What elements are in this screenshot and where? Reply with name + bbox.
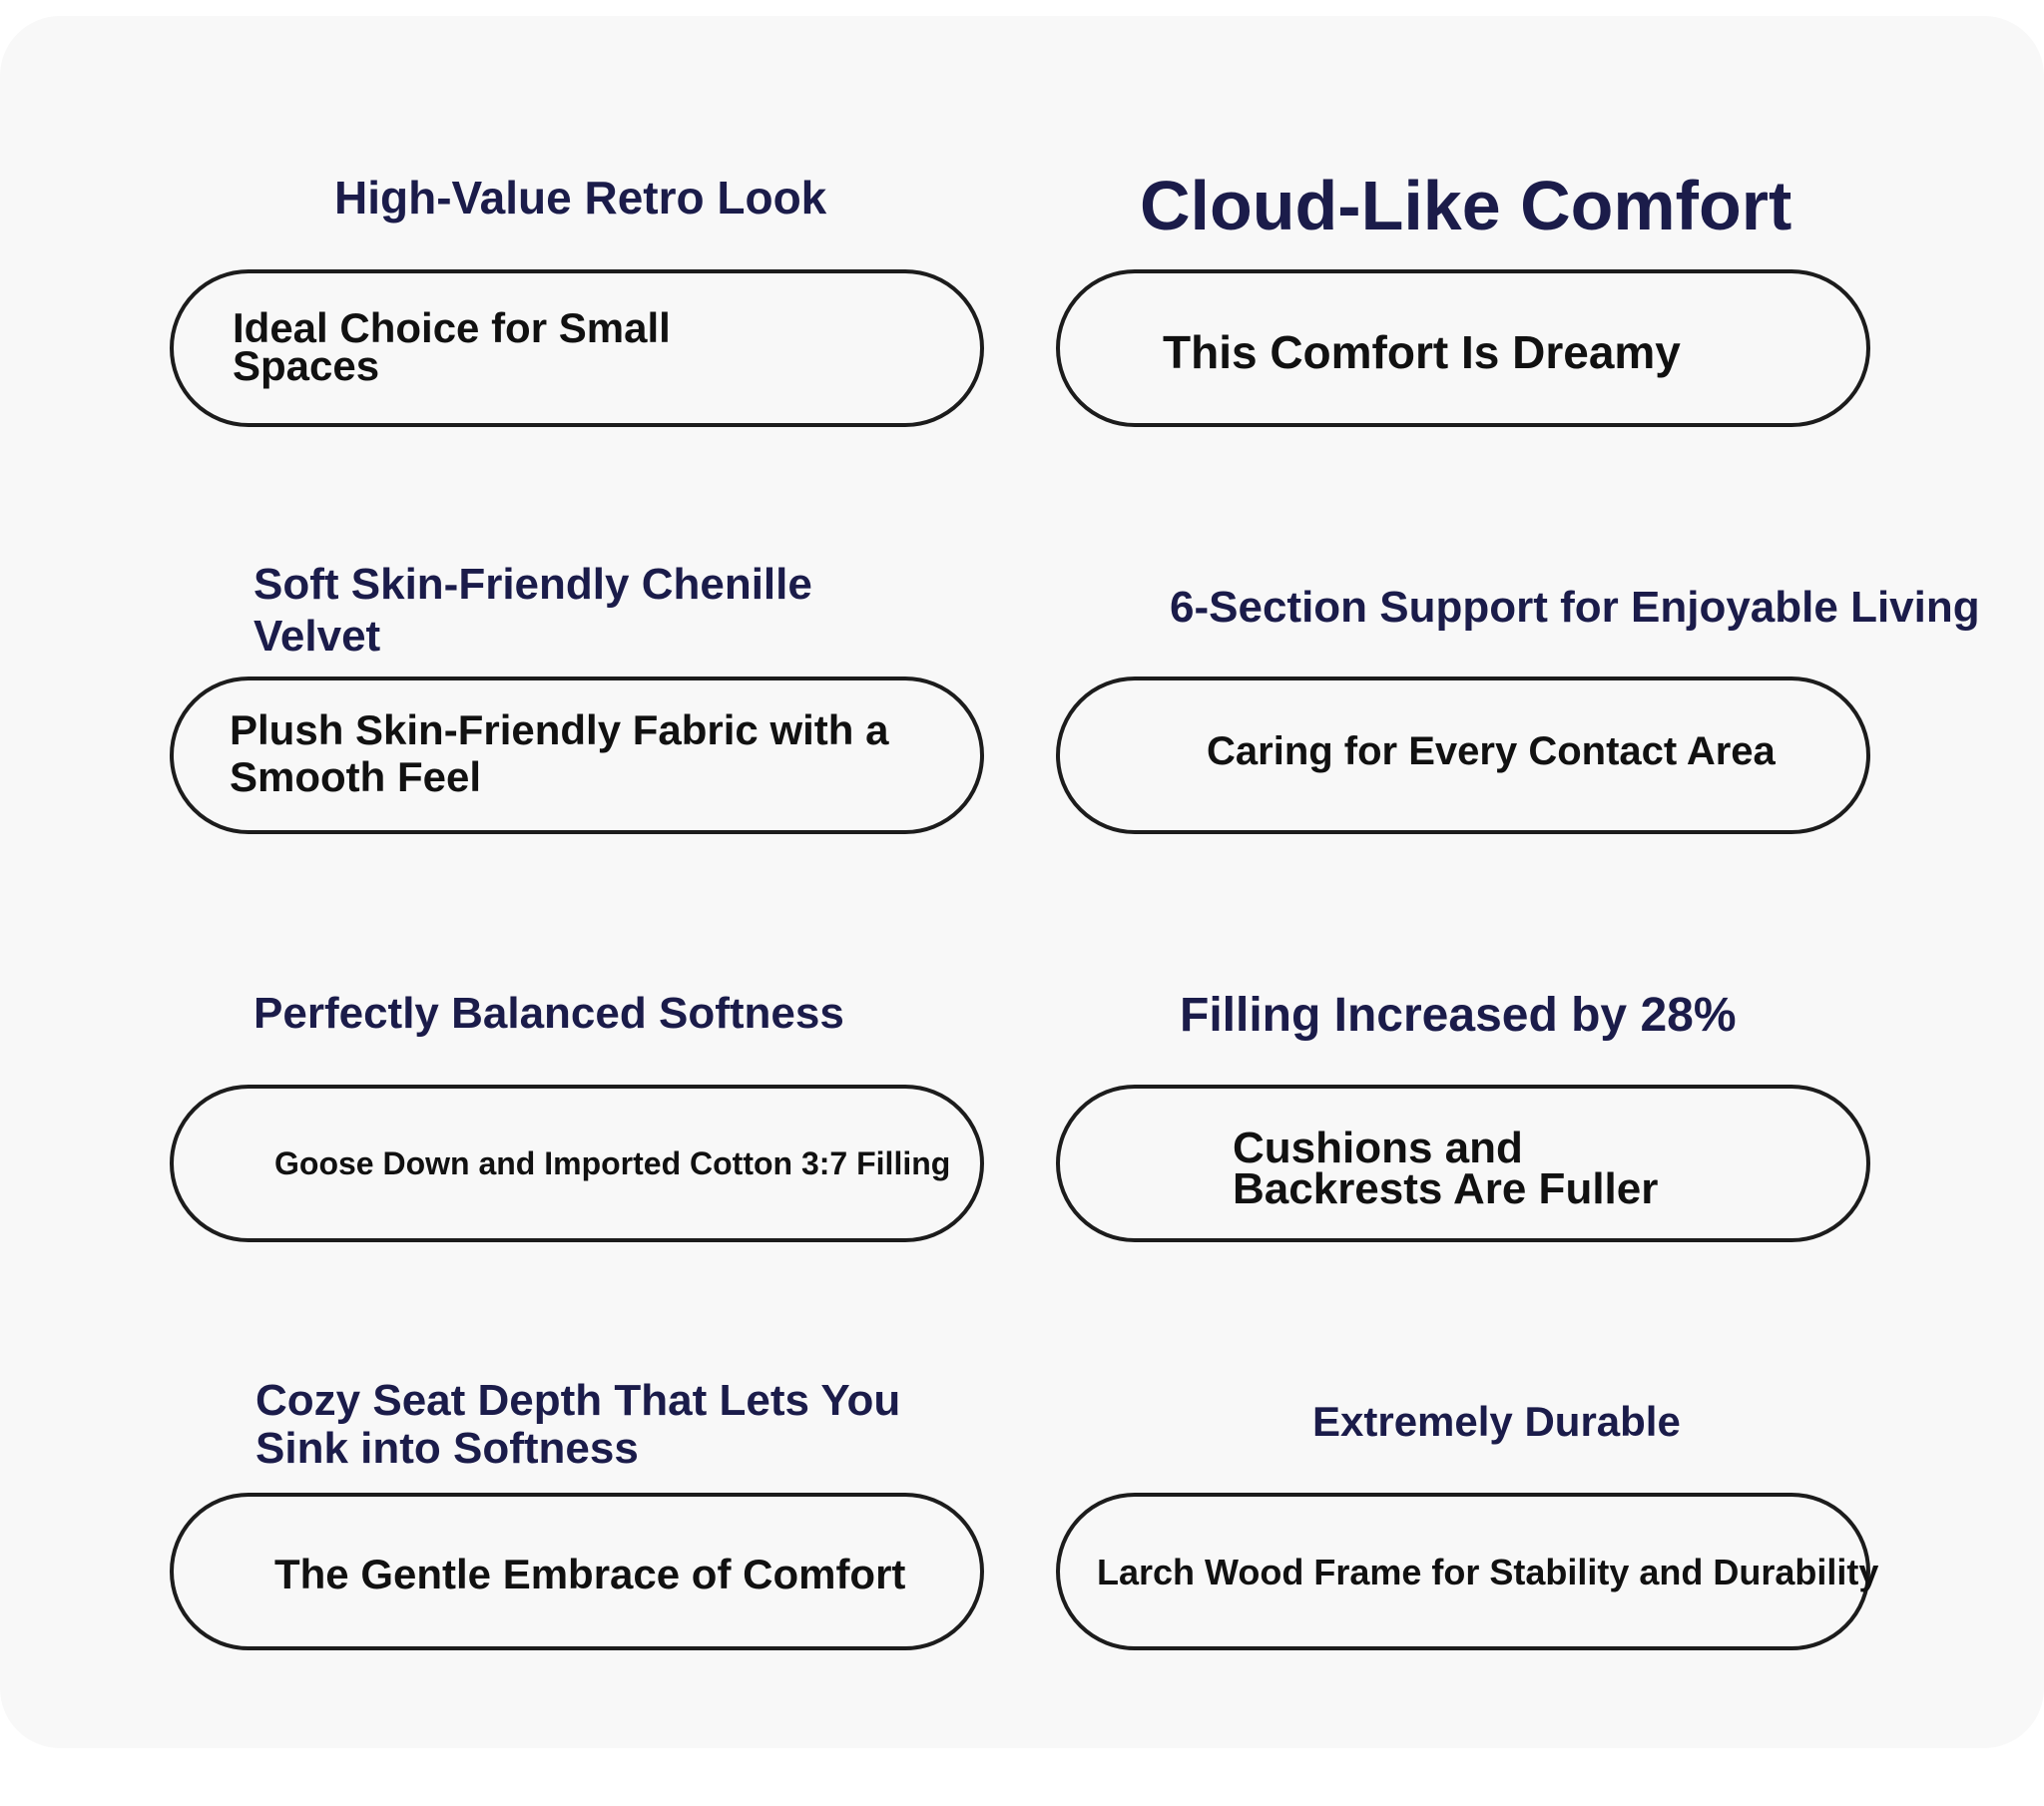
feature-pill-text: Plush Skin-Friendly Fabric with a Smooth Feel (230, 706, 889, 800)
feature-pill-text: The Gentle Embrace of Comfort (274, 1551, 906, 1597)
feature-heading: Soft Skin-Friendly Chenille Velvet (254, 560, 812, 661)
feature-heading: Perfectly Balanced Softness (254, 989, 844, 1038)
feature-heading: Filling Increased by 28% (1180, 989, 1737, 1042)
feature-heading: 6-Section Support for Enjoyable Living (1170, 583, 1980, 632)
feature-heading: High-Value Retro Look (334, 172, 827, 224)
feature-heading: Extremely Durable (1312, 1398, 1681, 1445)
feature-pill-text: Cushions and Backrests Are Fuller (1233, 1124, 1659, 1213)
feature-pill-text: This Comfort Is Dreamy (1163, 326, 1681, 378)
feature-heading: Cozy Seat Depth That Lets You Sink into Softness (256, 1376, 901, 1473)
feature-pill-text: Caring for Every Contact Area (1207, 729, 1776, 773)
feature-heading: Cloud-Like Comfort (1140, 167, 1792, 244)
feature-pill-text: Ideal Choice for Small Spaces (233, 304, 671, 389)
feature-pill-text: Goose Down and Imported Cotton 3:7 Filling (274, 1145, 951, 1181)
feature-pill-text: Larch Wood Frame for Stability and Durability (1097, 1552, 1879, 1592)
